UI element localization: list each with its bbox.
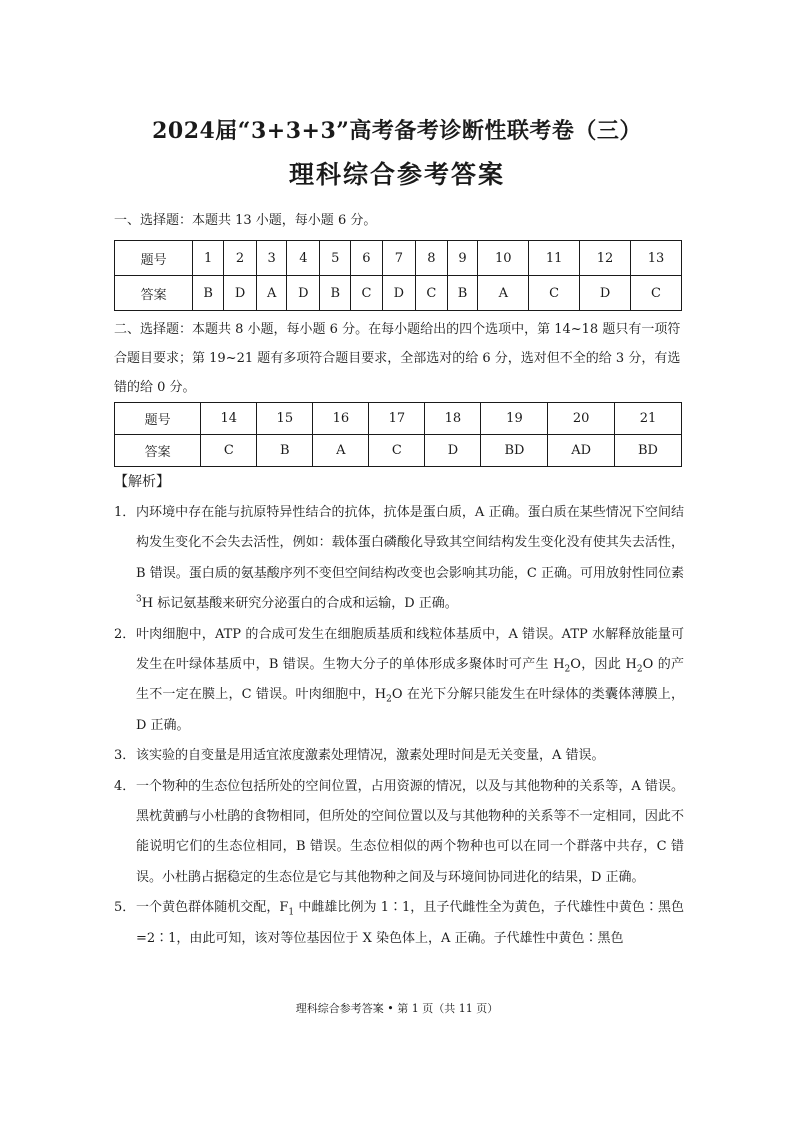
- question-number: 17: [369, 403, 425, 435]
- item-text: 一个黄色群体随机交配，F: [136, 900, 289, 916]
- superscript: 3: [136, 594, 142, 605]
- section1-answer-table: [114, 240, 682, 311]
- item-number: 3．: [114, 748, 136, 764]
- analysis-item-1: [114, 498, 684, 620]
- subscript: 2: [636, 664, 643, 675]
- question-number: 20: [548, 403, 614, 435]
- section2-heading: 二、选择题：本题共 8 小题，每小题 6 分。在每小题给出的四个选项中，第 14~18 题只有一项符合题目要求；第 19~21 题有多项符合题目要求，全部选对的给 6 分，选对但不全的给 3 分，有选错的给 0 分。: [114, 322, 681, 395]
- subscript: 1: [288, 907, 295, 918]
- analysis-item-2: [114, 620, 684, 742]
- question-number: 3: [257, 241, 287, 276]
- exam-title: 2024届“3+3+3”高考备考诊断性联考卷（三）: [152, 118, 642, 144]
- answer-cell: C: [201, 435, 257, 467]
- answer-cell: B: [320, 276, 351, 311]
- answer-cell: A: [478, 276, 529, 311]
- row-label: 题号: [115, 403, 201, 435]
- answer-cell: C: [529, 276, 580, 311]
- section1-heading: 一、选择题：本题共 13 小题，每小题 6 分。: [114, 213, 377, 228]
- item-text: 内环境中存在能与抗原特异性结合的抗体，抗体是蛋白质，A 正确。蛋白质在某些情况下空间结构发生变化不会失去活性，例如：载体蛋白磷酸化导致其空间结构发生变化没有使其失去活性，B 错误。蛋白质的氨基酸序列不变但空间结构改变也会影响其功能，C 正确。可用放射性同位素: [136, 505, 684, 581]
- answer-cell: B: [257, 435, 313, 467]
- item-text: 叶肉细胞中，ATP 的合成可发生在细胞质基质和线粒体基质中，A 错误。ATP 水解释放能量可发生在叶绿体基质中，B 错误。生物大分子的单体形成多聚体时可产生 H: [136, 626, 684, 673]
- answer-cell: BD: [481, 435, 548, 467]
- answer-row: [115, 435, 682, 467]
- answer-cell: C: [351, 276, 383, 311]
- question-number: 1: [193, 241, 224, 276]
- question-number-row: [115, 241, 682, 276]
- question-number: 4: [287, 241, 320, 276]
- answer-cell: A: [257, 276, 287, 311]
- item-text: O 的产生不一定在膜上，C 错误。叶肉细胞中，H: [136, 657, 684, 703]
- question-number: 13: [630, 241, 681, 276]
- question-number: 10: [478, 241, 529, 276]
- section2-answer-table: [114, 402, 682, 467]
- answer-cell: D: [425, 435, 481, 467]
- question-number: 2: [223, 241, 256, 276]
- row-label: 答案: [115, 435, 201, 467]
- item-text: 该实验的自变量是用适宜浓度激素处理情况，激素处理时间是无关变量，A 错误。: [136, 748, 605, 764]
- analysis-item-3: [114, 741, 684, 771]
- answer-row: [115, 276, 682, 311]
- question-number: 6: [351, 241, 383, 276]
- question-number: 8: [415, 241, 447, 276]
- question-number: 5: [320, 241, 351, 276]
- answer-cell: BD: [614, 435, 681, 467]
- subscript: 2: [386, 695, 392, 706]
- question-number: 16: [313, 403, 369, 435]
- question-number: 9: [447, 241, 478, 276]
- answer-cell: C: [630, 276, 681, 311]
- analysis-heading: 【解析】: [114, 474, 170, 490]
- item-number: 4．: [114, 778, 136, 794]
- question-number-row: [115, 403, 682, 435]
- question-number: 14: [201, 403, 257, 435]
- page-footer: 理科综合参考答案 • 第 1 页（共 11 页）: [295, 1002, 499, 1015]
- question-number: 15: [257, 403, 313, 435]
- item-text: 中雌雄比例为 1∶1，且子代雌性全为黄色，子代雄性中黄色∶黑色=2∶1，由此可知，该对等位基因位于 X 染色体上，A 正确。子代雄性中黄色∶黑色: [136, 900, 684, 946]
- question-number: 18: [425, 403, 481, 435]
- item-number: 1．: [114, 505, 136, 520]
- subscript: 2: [564, 664, 571, 675]
- question-number: 21: [614, 403, 681, 435]
- item-text: O 在光下分解只能发生在叶绿体的类囊体薄膜上，D 正确。: [136, 687, 684, 733]
- question-number: 11: [529, 241, 580, 276]
- document-subtitle: 理科综合参考答案: [288, 160, 505, 189]
- answer-cell: C: [415, 276, 447, 311]
- answer-cell: A: [313, 435, 369, 467]
- answer-cell: AD: [548, 435, 614, 467]
- answer-cell: D: [382, 276, 415, 311]
- analysis-list: [114, 498, 684, 954]
- row-label: 答案: [115, 276, 193, 311]
- item-text: 一个物种的生态位包括所处的空间位置，占用资源的情况，以及与其他物种的关系等，A 错误。黑枕黄鹂与小杜鹃的食物相同，但所处的空间位置以及与其他物种的关系等不一定相同，因此不能说明它们的生态位相同，B 错误。生态位相似的两个物种也可以在同一个群落中共存，C 错误。小杜鹃占据稳定的生态位是它与其他物种之间及与环境间协同进化的结果，D 正确。: [136, 778, 684, 885]
- question-number: 19: [481, 403, 548, 435]
- item-text: O，因此 H: [570, 657, 637, 673]
- item-number: 5．: [114, 900, 136, 916]
- answer-cell: D: [580, 276, 631, 311]
- question-number: 12: [580, 241, 631, 276]
- answer-cell: B: [193, 276, 224, 311]
- answer-cell: D: [287, 276, 320, 311]
- answer-cell: B: [447, 276, 478, 311]
- row-label: 题号: [115, 241, 193, 276]
- answer-cell: D: [223, 276, 256, 311]
- answer-cell: C: [369, 435, 425, 467]
- analysis-item-4: [114, 772, 684, 894]
- question-number: 7: [382, 241, 415, 276]
- analysis-item-5: [114, 893, 684, 954]
- item-text: H 标记氨基酸来研究分泌蛋白的合成和运输，D 正确。: [141, 596, 458, 612]
- item-number: 2．: [114, 626, 136, 642]
